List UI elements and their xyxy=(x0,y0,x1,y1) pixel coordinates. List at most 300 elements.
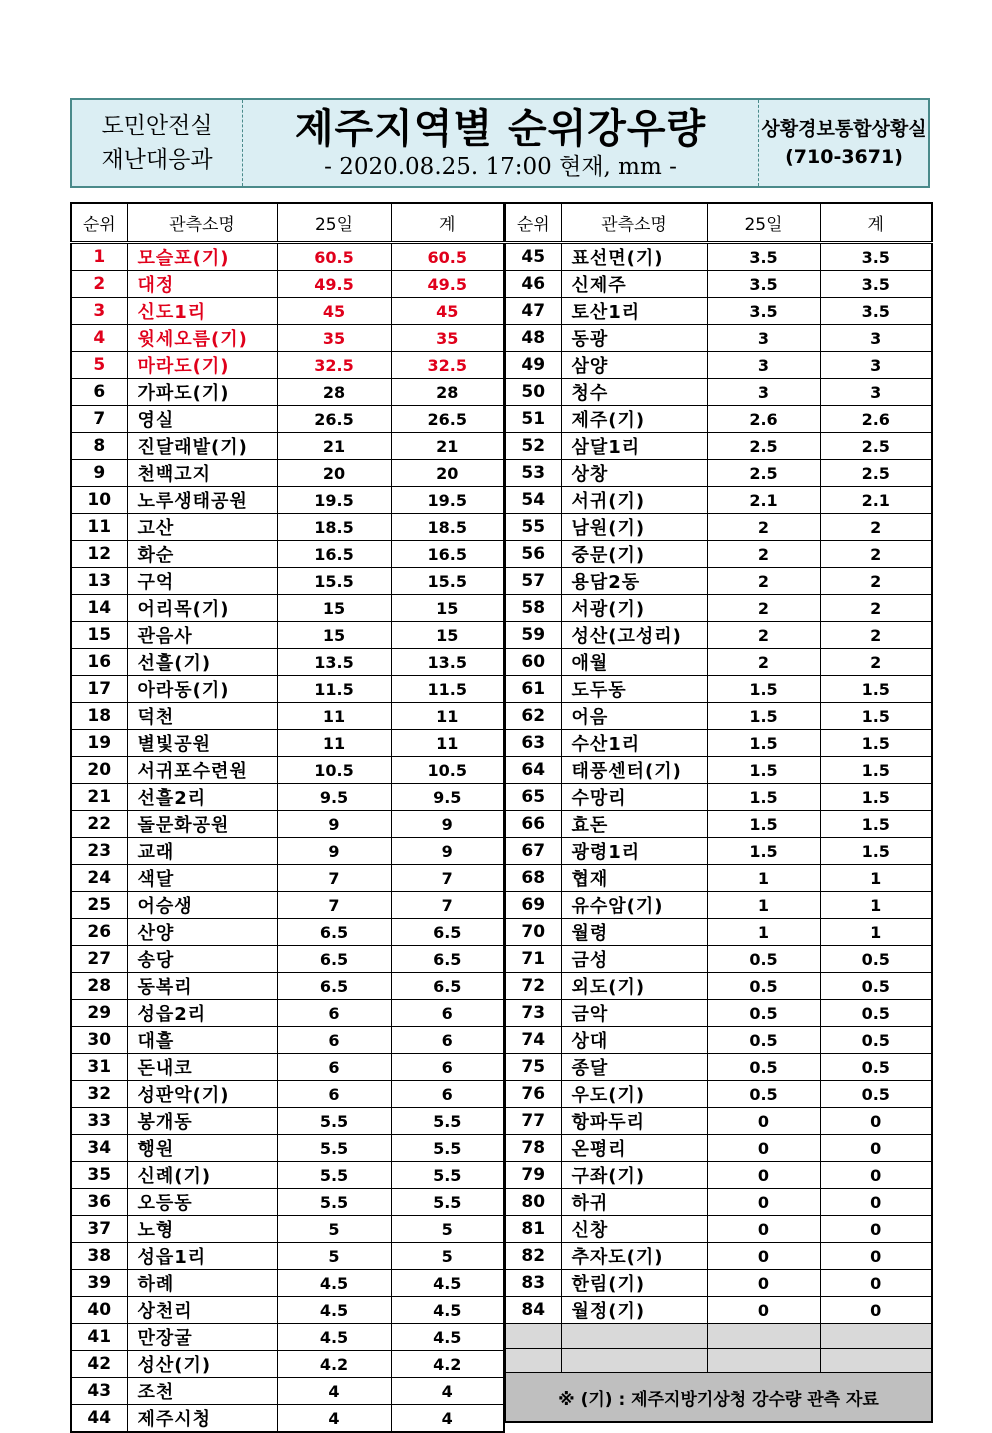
station-name-cell: 모슬포(기) xyxy=(127,243,277,271)
table-row xyxy=(71,622,504,649)
empty-row xyxy=(505,1324,932,1349)
rank-cell: 18 xyxy=(71,703,127,730)
station-name-cell: 노형 xyxy=(127,1216,277,1243)
rank-cell: 11 xyxy=(71,514,127,541)
table-row xyxy=(71,919,504,946)
day-rainfall-cell: 5 xyxy=(277,1216,391,1243)
department-line-2: 재난대응과 xyxy=(101,147,213,173)
table-row xyxy=(505,838,932,865)
total-rainfall-cell: 4.2 xyxy=(391,1351,504,1378)
rank-cell: 22 xyxy=(71,811,127,838)
day-rainfall-cell: 3 xyxy=(707,325,820,352)
station-name-cell: 대흘 xyxy=(127,1027,277,1054)
total-rainfall-cell: 11 xyxy=(391,730,504,757)
station-name-cell: 외도(기) xyxy=(561,973,707,1000)
rank-cell: 67 xyxy=(505,838,561,865)
table-row xyxy=(71,1000,504,1027)
total-rainfall-cell: 13.5 xyxy=(391,649,504,676)
table-row xyxy=(71,568,504,595)
rank-cell: 54 xyxy=(505,487,561,514)
total-rainfall-cell: 1.5 xyxy=(820,757,932,784)
total-rainfall-cell: 3 xyxy=(820,379,932,406)
day-rainfall-cell: 2.6 xyxy=(707,406,820,433)
table-row xyxy=(71,595,504,622)
rank-cell: 36 xyxy=(71,1189,127,1216)
table-row xyxy=(71,1162,504,1189)
total-rainfall-cell: 1.5 xyxy=(820,676,932,703)
day-rainfall-cell: 6.5 xyxy=(277,973,391,1000)
day-rainfall-cell: 1 xyxy=(707,865,820,892)
station-name-cell: 진달래밭(기) xyxy=(127,433,277,460)
rank-cell: 56 xyxy=(505,541,561,568)
day-rainfall-cell: 0 xyxy=(707,1216,820,1243)
rank-cell: 21 xyxy=(71,784,127,811)
day-rainfall-cell: 1.5 xyxy=(707,703,820,730)
station-name-cell: 도두동 xyxy=(561,676,707,703)
rank-cell: 63 xyxy=(505,730,561,757)
table-row xyxy=(505,1243,932,1270)
rank-cell: 60 xyxy=(505,649,561,676)
total-rainfall-cell: 0.5 xyxy=(820,946,932,973)
rank-cell: 82 xyxy=(505,1243,561,1270)
rank-cell: 80 xyxy=(505,1189,561,1216)
department-block xyxy=(72,100,243,186)
station-name-cell: 봉개동 xyxy=(127,1108,277,1135)
station-name-cell: 오등동 xyxy=(127,1189,277,1216)
table-row xyxy=(505,919,932,946)
rank-cell: 47 xyxy=(505,298,561,325)
total-rainfall-cell: 7 xyxy=(391,865,504,892)
rank-cell: 9 xyxy=(71,460,127,487)
rank-cell: 62 xyxy=(505,703,561,730)
rank-cell: 68 xyxy=(505,865,561,892)
rank-cell: 20 xyxy=(71,757,127,784)
total-rainfall-cell: 2 xyxy=(820,568,932,595)
station-name-cell: 월령 xyxy=(561,919,707,946)
table-row xyxy=(505,325,932,352)
rank-cell: 15 xyxy=(71,622,127,649)
table-row xyxy=(505,460,932,487)
station-name-cell: 상창 xyxy=(561,460,707,487)
station-name-cell: 청수 xyxy=(561,379,707,406)
table-row xyxy=(505,568,932,595)
contact-block xyxy=(758,100,929,186)
station-name-cell: 월정(기) xyxy=(561,1297,707,1324)
rank-cell: 69 xyxy=(505,892,561,919)
day-rainfall-cell: 3 xyxy=(707,352,820,379)
total-rainfall-cell: 7 xyxy=(391,892,504,919)
station-name-cell: 영실 xyxy=(127,406,277,433)
day-rainfall-cell: 5.5 xyxy=(277,1189,391,1216)
total-rainfall-cell: 0 xyxy=(820,1297,932,1324)
table-row xyxy=(505,1270,932,1297)
total-rainfall-cell: 1 xyxy=(820,892,932,919)
table-row xyxy=(505,811,932,838)
day-rainfall-cell: 32.5 xyxy=(277,352,391,379)
rank-cell: 83 xyxy=(505,1270,561,1297)
table-row xyxy=(505,1135,932,1162)
rank-cell: 79 xyxy=(505,1162,561,1189)
total-rainfall-cell: 6 xyxy=(391,1027,504,1054)
day-rainfall-cell: 3 xyxy=(707,379,820,406)
table-row xyxy=(71,1054,504,1081)
total-rainfall-cell: 26.5 xyxy=(391,406,504,433)
total-rainfall-cell: 9.5 xyxy=(391,784,504,811)
table-row xyxy=(505,541,932,568)
day-rainfall-cell: 0 xyxy=(707,1243,820,1270)
total-rainfall-cell: 35 xyxy=(391,325,504,352)
day-rainfall-cell: 19.5 xyxy=(277,487,391,514)
total-rainfall-cell: 0 xyxy=(820,1135,932,1162)
total-rainfall-cell: 19.5 xyxy=(391,487,504,514)
station-name-cell: 남원(기) xyxy=(561,514,707,541)
total-rainfall-cell: 2.1 xyxy=(820,487,932,514)
station-name-cell: 중문(기) xyxy=(561,541,707,568)
station-name-cell: 만장굴 xyxy=(127,1324,277,1351)
day-rainfall-cell: 4.5 xyxy=(277,1297,391,1324)
day-rainfall-cell: 7 xyxy=(277,892,391,919)
day-rainfall-cell: 10.5 xyxy=(277,757,391,784)
station-name-cell: 종달 xyxy=(561,1054,707,1081)
rank-cell: 3 xyxy=(71,298,127,325)
rank-cell: 19 xyxy=(71,730,127,757)
rainfall-table-left xyxy=(70,202,505,1433)
station-name-cell: 색달 xyxy=(127,865,277,892)
station-name-cell: 신창 xyxy=(561,1216,707,1243)
table-row xyxy=(71,1027,504,1054)
total-rainfall-cell: 11 xyxy=(391,703,504,730)
total-rainfall-cell: 6.5 xyxy=(391,946,504,973)
table-row xyxy=(71,676,504,703)
station-name-cell: 동복리 xyxy=(127,973,277,1000)
rank-cell: 76 xyxy=(505,1081,561,1108)
rank-cell: 35 xyxy=(71,1162,127,1189)
station-name-cell: 용담2동 xyxy=(561,568,707,595)
station-name-cell: 온평리 xyxy=(561,1135,707,1162)
day-rainfall-cell: 11.5 xyxy=(277,676,391,703)
day-rainfall-cell: 0.5 xyxy=(707,946,820,973)
total-rainfall-cell: 4.5 xyxy=(391,1270,504,1297)
total-rainfall-cell: 1.5 xyxy=(820,703,932,730)
rank-cell: 17 xyxy=(71,676,127,703)
table-row xyxy=(505,1162,932,1189)
day-rainfall-cell: 2 xyxy=(707,649,820,676)
rank-cell: 38 xyxy=(71,1243,127,1270)
table-row xyxy=(505,757,932,784)
total-rainfall-cell: 10.5 xyxy=(391,757,504,784)
station-name-cell: 선흘2리 xyxy=(127,784,277,811)
station-name-cell: 상대 xyxy=(561,1027,707,1054)
station-name-cell: 성읍1리 xyxy=(127,1243,277,1270)
rank-cell: 45 xyxy=(505,243,561,271)
day-rainfall-cell: 1.5 xyxy=(707,676,820,703)
rank-cell: 39 xyxy=(71,1270,127,1297)
day-rainfall-cell: 1 xyxy=(707,919,820,946)
rank-cell: 71 xyxy=(505,946,561,973)
station-name-cell: 덕천 xyxy=(127,703,277,730)
total-rainfall-cell: 1.5 xyxy=(820,730,932,757)
day-rainfall-cell: 15 xyxy=(277,622,391,649)
station-name-cell: 별빛공원 xyxy=(127,730,277,757)
total-rainfall-cell: 4 xyxy=(391,1378,504,1405)
table-header-row xyxy=(71,203,504,243)
station-name-cell: 광령1리 xyxy=(561,838,707,865)
total-rainfall-cell: 1.5 xyxy=(820,811,932,838)
table-row xyxy=(505,1027,932,1054)
table-row xyxy=(71,352,504,379)
day-rainfall-cell: 3.5 xyxy=(707,298,820,325)
total-rainfall-cell: 2 xyxy=(820,595,932,622)
day-rainfall-cell: 13.5 xyxy=(277,649,391,676)
day-rainfall-cell: 0 xyxy=(707,1135,820,1162)
total-rainfall-cell: 3.5 xyxy=(820,243,932,271)
station-name-cell: 신도1리 xyxy=(127,298,277,325)
station-name-cell: 마라도(기) xyxy=(127,352,277,379)
total-rainfall-cell: 4.5 xyxy=(391,1324,504,1351)
station-name-cell: 돌문화공원 xyxy=(127,811,277,838)
table-row xyxy=(71,838,504,865)
rank-cell: 25 xyxy=(71,892,127,919)
day-rainfall-cell: 5.5 xyxy=(277,1162,391,1189)
table-row xyxy=(71,271,504,298)
total-rainfall-cell: 0 xyxy=(820,1270,932,1297)
table-row xyxy=(71,1297,504,1324)
table-row xyxy=(71,379,504,406)
day-rainfall-cell: 0 xyxy=(707,1189,820,1216)
rank-cell: 37 xyxy=(71,1216,127,1243)
table-row xyxy=(71,946,504,973)
station-name-cell: 가파도(기) xyxy=(127,379,277,406)
station-name-cell: 노루생태공원 xyxy=(127,487,277,514)
station-name-cell: 신제주 xyxy=(561,271,707,298)
day-rainfall-cell: 6 xyxy=(277,1000,391,1027)
rank-cell: 2 xyxy=(71,271,127,298)
rank-cell: 49 xyxy=(505,352,561,379)
station-name-cell: 동광 xyxy=(561,325,707,352)
station-name-cell: 고산 xyxy=(127,514,277,541)
station-name-cell: 태풍센터(기) xyxy=(561,757,707,784)
station-name-cell: 표선면(기) xyxy=(561,243,707,271)
table-row xyxy=(71,325,504,352)
table-row xyxy=(71,784,504,811)
rank-cell: 27 xyxy=(71,946,127,973)
total-rainfall-cell: 2.6 xyxy=(820,406,932,433)
day-rainfall-cell: 0.5 xyxy=(707,1054,820,1081)
station-name-cell: 어승생 xyxy=(127,892,277,919)
total-rainfall-cell: 3.5 xyxy=(820,271,932,298)
table-row xyxy=(505,406,932,433)
rank-cell: 23 xyxy=(71,838,127,865)
day-rainfall-cell: 4.5 xyxy=(277,1270,391,1297)
table-row xyxy=(71,1405,504,1433)
title-block xyxy=(243,100,758,186)
total-rainfall-cell: 11.5 xyxy=(391,676,504,703)
day-rainfall-cell: 4 xyxy=(277,1378,391,1405)
total-rainfall-cell: 0 xyxy=(820,1189,932,1216)
page-title: 제주지역별 순위강우량 xyxy=(294,106,707,152)
station-name-cell: 삼양 xyxy=(561,352,707,379)
day-rainfall-cell: 18.5 xyxy=(277,514,391,541)
total-rainfall-cell: 6 xyxy=(391,1081,504,1108)
total-rainfall-cell: 0.5 xyxy=(820,1000,932,1027)
total-rainfall-cell: 5.5 xyxy=(391,1162,504,1189)
table-header-row xyxy=(505,203,932,243)
day-rainfall-cell: 6 xyxy=(277,1081,391,1108)
total-rainfall-cell: 4.5 xyxy=(391,1297,504,1324)
day-rainfall-cell: 0 xyxy=(707,1270,820,1297)
rank-cell: 7 xyxy=(71,406,127,433)
station-name-cell: 돈내코 xyxy=(127,1054,277,1081)
day-rainfall-cell: 6.5 xyxy=(277,946,391,973)
day-rainfall-cell: 2 xyxy=(707,622,820,649)
table-row xyxy=(505,676,932,703)
total-rainfall-cell: 1.5 xyxy=(820,838,932,865)
total-rainfall-cell: 3 xyxy=(820,325,932,352)
rank-cell: 16 xyxy=(71,649,127,676)
station-name-cell: 수망리 xyxy=(561,784,707,811)
rank-cell: 66 xyxy=(505,811,561,838)
rank-cell: 74 xyxy=(505,1027,561,1054)
table-row xyxy=(71,757,504,784)
table-row xyxy=(71,1351,504,1378)
table-row xyxy=(505,973,932,1000)
total-rainfall-cell: 15 xyxy=(391,595,504,622)
day-rainfall-cell: 11 xyxy=(277,730,391,757)
station-name-cell: 삼달1리 xyxy=(561,433,707,460)
rank-cell: 78 xyxy=(505,1135,561,1162)
table-row xyxy=(71,1081,504,1108)
total-rainfall-cell: 45 xyxy=(391,298,504,325)
day-rainfall-cell: 15.5 xyxy=(277,568,391,595)
rank-cell: 57 xyxy=(505,568,561,595)
rank-cell: 58 xyxy=(505,595,561,622)
day-rainfall-cell: 0.5 xyxy=(707,1000,820,1027)
table-row xyxy=(71,541,504,568)
table-row xyxy=(505,892,932,919)
rank-cell: 32 xyxy=(71,1081,127,1108)
day-rainfall-cell: 16.5 xyxy=(277,541,391,568)
rank-cell: 75 xyxy=(505,1054,561,1081)
total-rainfall-cell: 5 xyxy=(391,1216,504,1243)
footnote: ※ (기) : 제주지방기상청 강수량 관측 자료 xyxy=(505,1373,932,1423)
station-name-cell: 한림(기) xyxy=(561,1270,707,1297)
department-line-1: 도민안전실 xyxy=(101,113,213,139)
total-rainfall-cell: 1 xyxy=(820,919,932,946)
table-row xyxy=(505,379,932,406)
day-rainfall-cell: 3.5 xyxy=(707,243,820,271)
day-rainfall-cell: 2 xyxy=(707,568,820,595)
day-rainfall-cell: 35 xyxy=(277,325,391,352)
station-name-cell: 어리목(기) xyxy=(127,595,277,622)
table-row xyxy=(71,865,504,892)
note-row xyxy=(505,1373,932,1423)
table-row xyxy=(71,1324,504,1351)
col-rank-header: 순위 xyxy=(71,203,127,243)
table-row xyxy=(505,703,932,730)
rank-cell: 51 xyxy=(505,406,561,433)
day-rainfall-cell: 9 xyxy=(277,811,391,838)
station-name-cell: 추자도(기) xyxy=(561,1243,707,1270)
total-rainfall-cell: 9 xyxy=(391,811,504,838)
station-name-cell: 성산(고성리) xyxy=(561,622,707,649)
station-name-cell: 상천리 xyxy=(127,1297,277,1324)
station-name-cell: 성읍2리 xyxy=(127,1000,277,1027)
day-rainfall-cell: 0.5 xyxy=(707,1027,820,1054)
table-row xyxy=(505,946,932,973)
rank-cell: 40 xyxy=(71,1297,127,1324)
table-row xyxy=(505,784,932,811)
table-row xyxy=(505,271,932,298)
rank-cell: 28 xyxy=(71,973,127,1000)
day-rainfall-cell: 4 xyxy=(277,1405,391,1433)
total-rainfall-cell: 2.5 xyxy=(820,433,932,460)
total-rainfall-cell: 0.5 xyxy=(820,1027,932,1054)
rank-cell: 8 xyxy=(71,433,127,460)
day-rainfall-cell: 49.5 xyxy=(277,271,391,298)
day-rainfall-cell: 20 xyxy=(277,460,391,487)
table-row xyxy=(505,1297,932,1324)
total-rainfall-cell: 6.5 xyxy=(391,973,504,1000)
day-rainfall-cell: 5 xyxy=(277,1243,391,1270)
total-rainfall-cell: 0 xyxy=(820,1216,932,1243)
day-rainfall-cell: 3.5 xyxy=(707,271,820,298)
table-row xyxy=(505,1216,932,1243)
table-row xyxy=(505,1108,932,1135)
rank-cell: 24 xyxy=(71,865,127,892)
col-station-header: 관측소명 xyxy=(561,203,707,243)
station-name-cell: 금성 xyxy=(561,946,707,973)
station-name-cell: 신례(기) xyxy=(127,1162,277,1189)
rank-cell: 72 xyxy=(505,973,561,1000)
total-rainfall-cell: 5.5 xyxy=(391,1189,504,1216)
table-row xyxy=(71,730,504,757)
station-name-cell: 산양 xyxy=(127,919,277,946)
day-rainfall-cell: 1.5 xyxy=(707,757,820,784)
total-rainfall-cell: 9 xyxy=(391,838,504,865)
rank-cell: 73 xyxy=(505,1000,561,1027)
table-row xyxy=(505,1081,932,1108)
rank-cell: 5 xyxy=(71,352,127,379)
col-station-header: 관측소명 xyxy=(127,203,277,243)
station-name-cell: 송당 xyxy=(127,946,277,973)
station-name-cell: 아라동(기) xyxy=(127,676,277,703)
total-rainfall-cell: 6.5 xyxy=(391,919,504,946)
station-name-cell: 윗세오름(기) xyxy=(127,325,277,352)
station-name-cell: 성산(기) xyxy=(127,1351,277,1378)
total-rainfall-cell: 0.5 xyxy=(820,1081,932,1108)
station-name-cell: 천백고지 xyxy=(127,460,277,487)
station-name-cell: 효돈 xyxy=(561,811,707,838)
page-subtitle: - 2020.08.25. 17:00 현재, mm - xyxy=(324,154,677,180)
total-rainfall-cell: 28 xyxy=(391,379,504,406)
station-name-cell: 하례 xyxy=(127,1270,277,1297)
station-name-cell: 하귀 xyxy=(561,1189,707,1216)
day-rainfall-cell: 6 xyxy=(277,1054,391,1081)
station-name-cell: 협재 xyxy=(561,865,707,892)
rank-cell: 46 xyxy=(505,271,561,298)
station-name-cell: 교래 xyxy=(127,838,277,865)
rank-cell: 41 xyxy=(71,1324,127,1351)
total-rainfall-cell: 16.5 xyxy=(391,541,504,568)
total-rainfall-cell: 5 xyxy=(391,1243,504,1270)
station-name-cell: 구좌(기) xyxy=(561,1162,707,1189)
table-row xyxy=(71,1378,504,1405)
rank-cell: 50 xyxy=(505,379,561,406)
rank-cell: 4 xyxy=(71,325,127,352)
station-name-cell: 구억 xyxy=(127,568,277,595)
table-row xyxy=(505,1189,932,1216)
station-name-cell: 조천 xyxy=(127,1378,277,1405)
